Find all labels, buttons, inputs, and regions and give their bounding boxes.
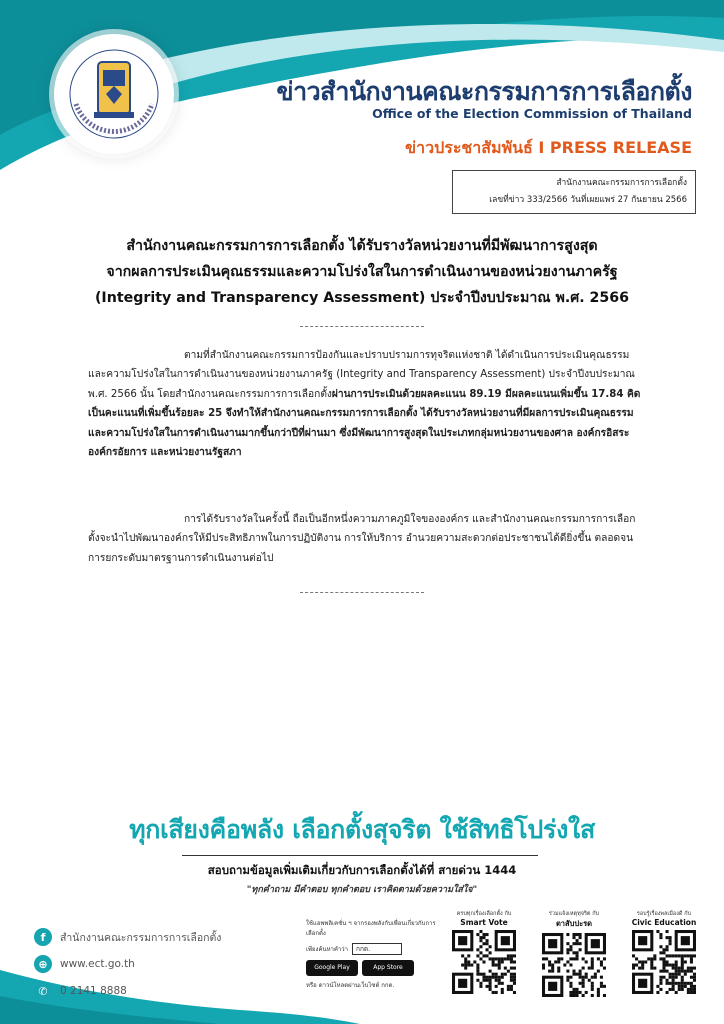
globe-icon: ⊕ <box>34 955 52 973</box>
google-play-badge[interactable]: Google Play <box>306 960 358 976</box>
contact-text: สำนักงานคณะกรรมการการเลือกตั้ง <box>60 931 222 944</box>
divider <box>300 592 424 593</box>
reference-office: สำนักงานคณะกรรมการการเลือกตั้ง <box>556 178 687 188</box>
paragraph-1-text: ตามที่สำนักงานคณะกรรมการป้องกันและปราบปรามการทุจริตแห่งชาติ ได้ดำเนินการประเมินคุณธรรมและความโปร่งใสในการดำเนินงานของหน่วยงานภาครัฐ (Integrity and Transparency Assessment) ประจำปีงบประมาณ พ.ศ. 2566 นั้น โดยสำนักงานคณะกรรมการการเลือกตั้ง <box>88 350 635 400</box>
qr-code-icon <box>452 930 516 994</box>
qr-caption: ร่วมแจ้งเหตุทุจริต กับ <box>548 911 600 917</box>
app-download-panel <box>306 918 446 990</box>
contact-text: www.ect.go.th <box>60 958 135 970</box>
reference-number-date: เลขที่ข่าว 333/2566 วันที่เผยแพร่ 27 กันยายน 2566 <box>489 195 687 205</box>
qr-civic-education[interactable] <box>626 910 702 994</box>
divider <box>300 326 424 327</box>
app-search-label: เพียงค้นหาคำว่า <box>306 946 349 953</box>
qr-caption: ครบทุกเรื่องเลือกตั้ง กับ <box>456 911 512 917</box>
contact-phone[interactable] <box>34 982 127 1000</box>
title-line: จากผลการประเมินคุณธรรมและความโปร่งใสในการดำเนินงานของหน่วยงานภาครัฐ <box>106 264 618 280</box>
phone-icon: ✆ <box>34 982 52 1000</box>
hotline-quote: "ทุกคำถาม มีคำตอบ ทุกคำตอบ เราคิดตามด้วยความใส่ใจ" <box>246 885 478 895</box>
qr-title: ตาสับปะรด <box>555 919 593 928</box>
header-subtitle: Office of the Election Commission of Thailand <box>372 106 692 121</box>
hotline-text: สอบถามข้อมูลเพิ่มเติมเกี่ยวกับการเลือกตั้งได้ที่ สายด่วน 1444 <box>207 863 517 877</box>
contact-website[interactable] <box>34 955 135 973</box>
header-title: ข่าวสำนักงานคณะกรรมการการเลือกตั้ง <box>276 77 692 106</box>
qr-code-icon <box>632 930 696 994</box>
press-release-label: ข่าวประชาสัมพันธ์ I PRESS RELEASE <box>405 138 692 157</box>
qr-ta-sapparot[interactable] <box>536 910 612 997</box>
title-line: สำนักงานคณะกรรมการการเลือกตั้ง ได้รับรางวัลหน่วยงานที่มีพัฒนาการสูงสุด <box>126 238 598 254</box>
hotline-rule <box>182 855 538 856</box>
app-store-badge[interactable]: App Store <box>362 960 414 976</box>
app-search-hint <box>306 943 446 955</box>
app-note: หรือ ดาวน์โหลดผ่านเว็บไซต์ กกต. <box>306 982 395 989</box>
contact-text: 0 2141 8888 <box>60 985 127 997</box>
campaign-slogan: ทุกเสียงคือพลัง เลือกตั้งสุจริต ใช้สิทธิโปร่งใส <box>129 815 595 844</box>
paragraph-1-bold-text: ผ่านการประเมินด้วยผลคะแนน 89.19 มีผลคะแนนเพิ่มขึ้น 17.84 คิดเป็นคะแนนที่เพิ่มขึ้นร้อยละ 25 จึงทำให้สำนักงานคณะกรรมการการเลือกตั้ง ได้รับรางวัลหน่วยงานที่มีผลการประเมินคุณธรรมและความโปร่งใสในการดำเนินงานมากขึ้นกว่าปีที่ผ่านมา ซึ่งมีพัฒนาการสูงสุดในประเภทกลุ่มหน่วยงานของศาล องค์กรอิสระ องค์กรอัยการ และหน่วยงานรัฐสภา <box>88 388 641 459</box>
paragraph-1 <box>88 346 644 462</box>
paragraph-2 <box>88 510 644 568</box>
facebook-icon: f <box>34 928 52 946</box>
paragraph-2-text: การได้รับรางวัลในครั้งนี้ ถือเป็นอีกหนึ่งความภาคภูมิใจขององค์กร และสำนักงานคณะกรรมการการเลือกตั้งจะนำไปพัฒนาองค์กรให้มีประสิทธิภาพในการปฏิบัติงาน การให้บริการ อำนวยความสะดวกต่อประชาชนได้ดียิ่งขึ้น ตลอดจนการยกระดับมาตรฐานการดำเนินงานต่อไป <box>88 514 636 564</box>
qr-smart-vote[interactable] <box>446 910 522 994</box>
qr-caption: รอบรู้เรื่องพลเมืองดี กับ <box>636 911 692 917</box>
contact-facebook[interactable] <box>34 928 221 946</box>
app-search-box: กกต. <box>352 943 402 955</box>
title-line: (Integrity and Transparency Assessment) ประจำปีงบประมาณ พ.ศ. 2566 <box>94 290 630 306</box>
ect-logo <box>54 34 174 154</box>
qr-title: Civic Education <box>631 918 697 927</box>
news-title <box>40 233 684 311</box>
qr-code-icon <box>542 933 606 997</box>
app-caption: ใช้แอพพลิเคชั่น ฯ จากรองพลังกับเพื่อนเกี่ยวกับการเลือกตั้ง <box>306 920 436 937</box>
reference-box <box>452 170 696 214</box>
qr-title: Smart Vote <box>460 918 508 927</box>
